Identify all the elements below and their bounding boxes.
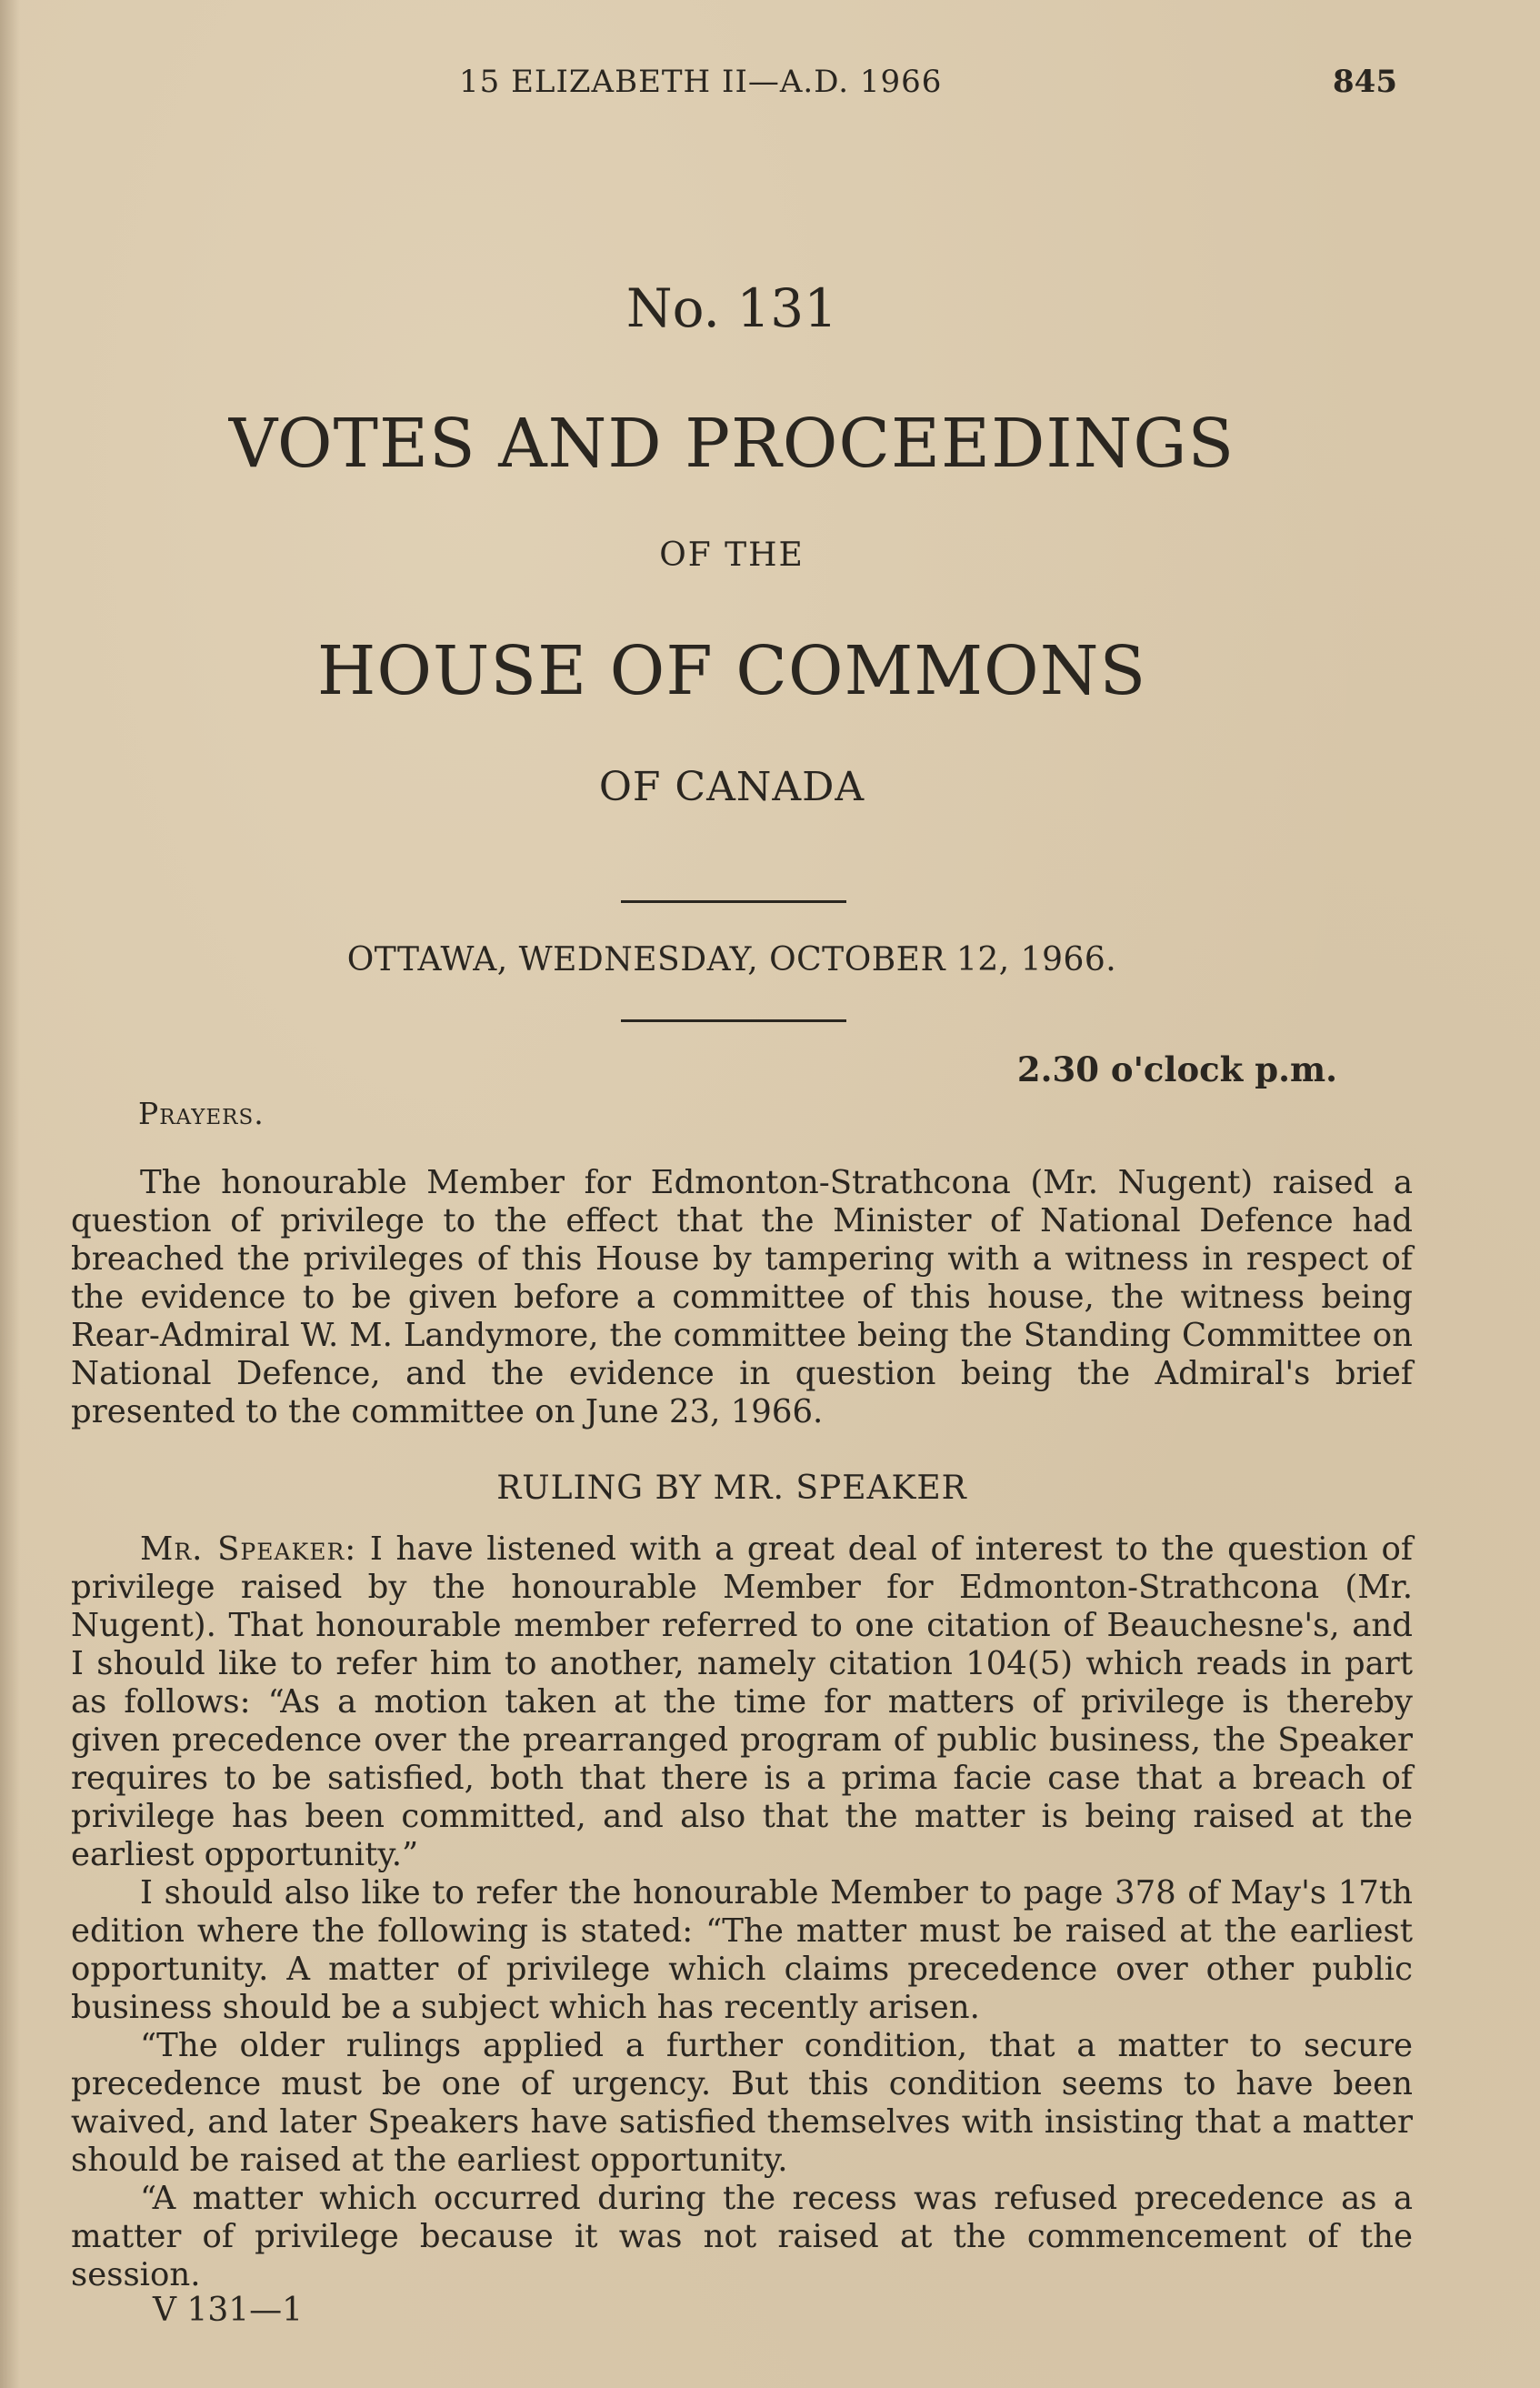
ruling-paragraph-1-text: I have listened with a great deal of interest to the question of privilege raised by the honourable Member for Edmonton-Strathcona (Mr. Nugent). That honourable member referred to one citation of Beauchesne's, and I should like to refer him to another, namely citation 104(5) which reads in part as follows: “As a motion taken at the time for matters of privilege is thereby given precedence over the prearranged program of public business, the Speaker requires to be satisfied, both that there is a prima facie case that a breach of privilege has been committed, and also that the matter is being raised at the earliest opportunity.” — [71, 1530, 1413, 1873]
ruling-paragraph-3: “The older rulings applied a further condition, that a matter to secure precedence must be one of urgency. But this condition seems to have been waived, and later Speakers have satisfied themselves with insisting that a matter should be raised at the earliest opportunity. — [71, 2027, 1413, 2179]
prayers-label: Prayers. — [138, 1096, 265, 1131]
ruling-heading: RULING BY MR. SPEAKER — [496, 1470, 967, 1507]
title-of-the: OF THE — [659, 537, 805, 574]
issue-number: No. 131 — [625, 277, 838, 339]
title-of-canada: OF CANADA — [598, 764, 865, 810]
page-number: 845 — [1333, 64, 1397, 100]
footer-signature: V 131—1 — [153, 2292, 304, 2329]
intro-paragraph: The honourable Member for Edmonton-Strathcona (Mr. Nugent) raised a question of privilege to the effect that the Minister of National Defence had breached the privileges of this House by tampering with a witness in respect of the evidence to be given before a committee of this house, the witness being Rear-Admiral W. M. Landymore, the committee being the Standing Committee on National Defence, and the evidence in question being the Admiral's brief presented to the committee on June 23, 1966. — [71, 1164, 1413, 1430]
running-head: 15 ELIZABETH II—A.D. 1966 — [459, 64, 943, 100]
speaker-label: Mr. Speaker: — [140, 1530, 357, 1568]
ruling-paragraph-1 — [71, 1530, 1413, 1874]
sitting-time: 2.30 o'clock p.m. — [1016, 1049, 1337, 1089]
page-binding-edge — [0, 0, 20, 2388]
intro-section — [71, 1164, 1413, 1431]
dateline: OTTAWA, WEDNESDAY, OCTOBER 12, 1966. — [346, 941, 1117, 978]
ruling-paragraph-4: “A matter which occurred during the recess was refused precedence as a matter of privilege because it was not raised at the commencement of the session. — [71, 2180, 1413, 2293]
ruling-section — [71, 1530, 1413, 2294]
house-title: HOUSE OF COMMONS — [316, 632, 1147, 710]
main-title: VOTES AND PROCEEDINGS — [228, 405, 1235, 483]
divider-bottom — [621, 1019, 846, 1022]
ruling-paragraph-2: I should also like to refer the honourable Member to page 378 of May's 17th edition where the following is stated: “The matter must be raised at the earliest opportunity. A matter of privilege which claims precedence over other public business should be a subject which has recently arisen. — [71, 1874, 1413, 2026]
divider-top — [621, 900, 846, 903]
